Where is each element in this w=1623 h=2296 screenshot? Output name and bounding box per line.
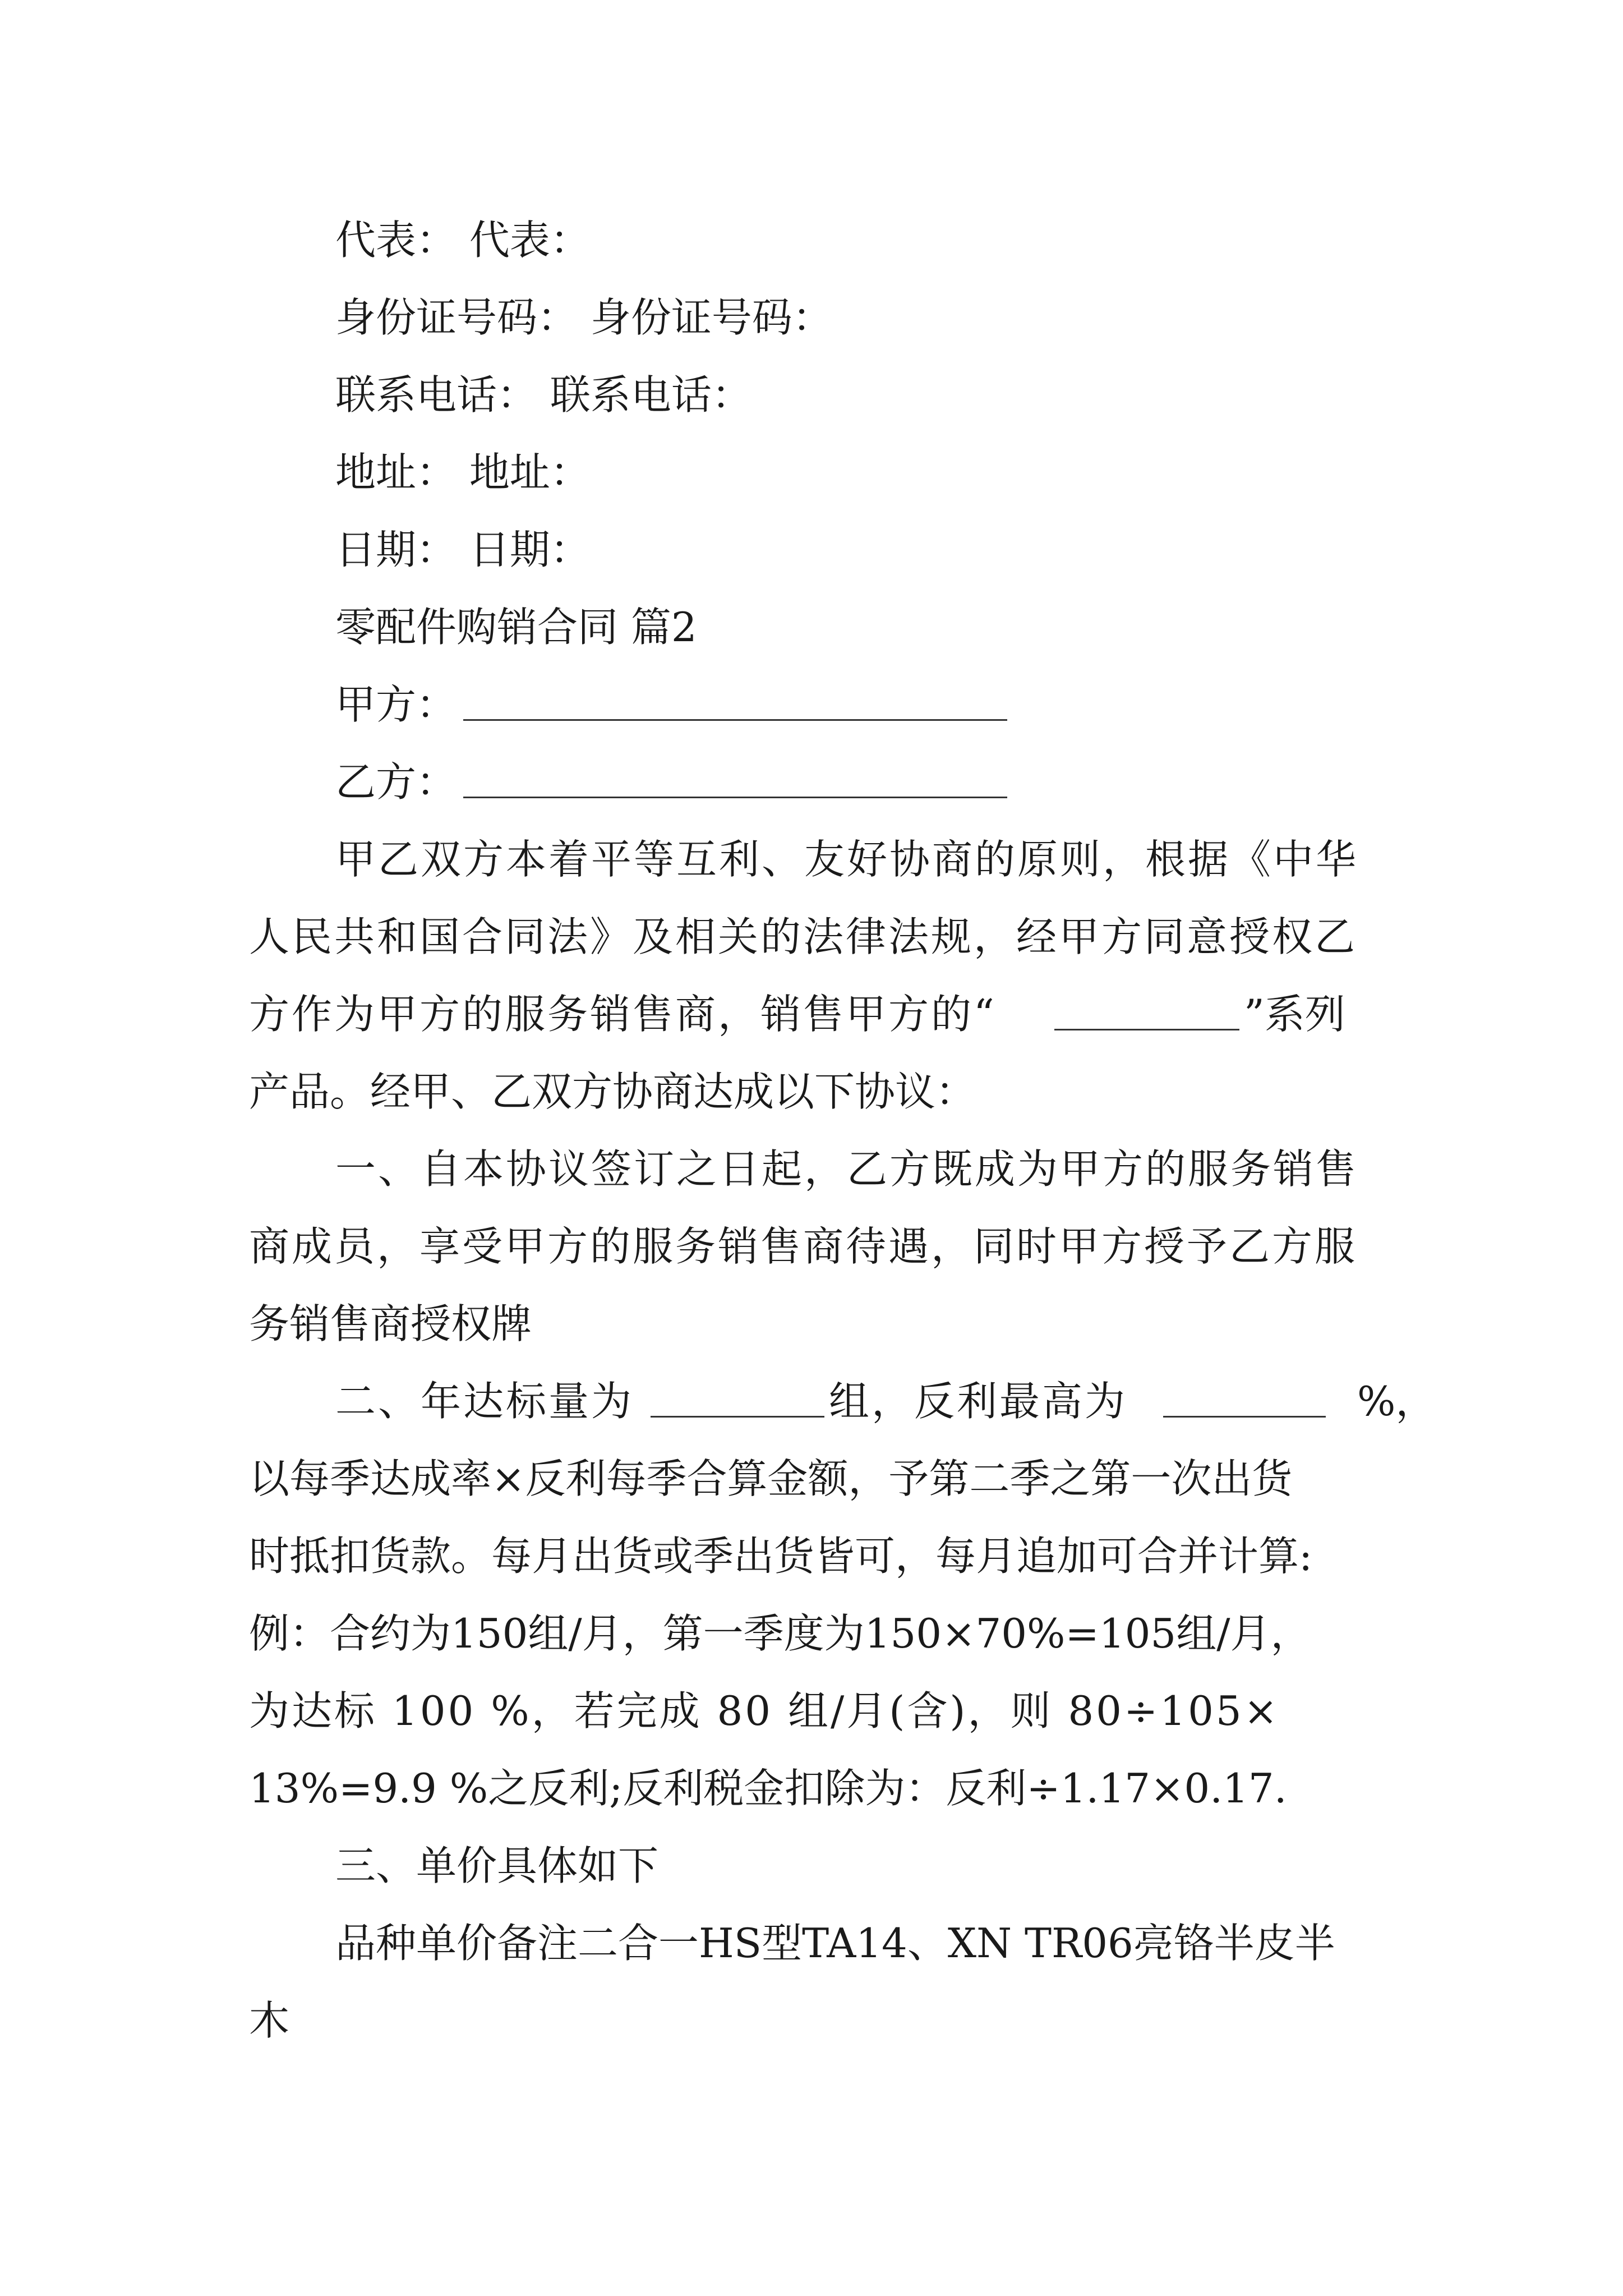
sign-line-phone: 联系电话： 联系电话： <box>335 371 752 418</box>
sign-line-date: 日期： 日期： <box>335 526 591 573</box>
party-b-label: 乙方： <box>335 758 457 806</box>
clause2-line-1a: 二、年达标量为 <box>335 1378 634 1425</box>
clause3-title: 三、单价具体如下 <box>335 1842 659 1889</box>
clause1-line-3: 务销售商授权牌 <box>249 1300 532 1347</box>
sign-line-id-number: 身份证号码： 身份证号码： <box>335 294 833 341</box>
party-a-blank <box>463 719 1007 721</box>
sign-line-address: 地址： 地址： <box>335 449 591 496</box>
product-series-blank <box>1054 1029 1239 1030</box>
product-line-1: 品种单价备注二合一HS型TA14、XN TR06亮铬半皮半 <box>335 1920 1335 1967</box>
preamble-line-4: 产品。经甲、乙双方协商达成以下协议： <box>249 1068 976 1115</box>
product-line-2: 木 <box>249 1997 290 2044</box>
party-b-blank <box>463 797 1007 798</box>
clause2-line-3: 时抵扣货款。每月出货或季出货皆可，每月追加可合并计算: <box>249 1533 1313 1580</box>
clause2-line-5: 为达标 100 %，若完成 80 组/月(含)，则 80÷105× <box>249 1687 1280 1734</box>
clause2-line-4: 例：合约为150组/月，第一季度为150×70%=105组/月， <box>249 1610 1311 1657</box>
party-a-label: 甲方： <box>335 681 457 728</box>
clause2-line-1c: %， <box>1357 1378 1436 1425</box>
clause2-line-2: 以每季达成率×反利每季合算金额，予第二季之第一次出货 <box>249 1455 1293 1502</box>
annual-target-blank <box>651 1416 824 1418</box>
preamble-line-1: 甲乙双方本着平等互利、友好协商的原则，根据《中华 <box>335 836 1359 883</box>
clause2-line-1b: 组，反利最高为 <box>829 1378 1128 1425</box>
preamble-line-2: 人民共和国合同法》及相关的法律法规，经甲方同意授权乙 <box>249 913 1358 960</box>
sign-line-representative: 代表： 代表： <box>335 217 591 264</box>
section-title: 零配件购销合同 篇2 <box>335 604 697 651</box>
preamble-line-3a: 方作为甲方的服务销售商，销售甲方的“ <box>249 991 997 1038</box>
clause1-line-1: 一、自本协议签订之日起，乙方既成为甲方的服务销售 <box>335 1145 1359 1193</box>
preamble-line-3b: ”系列 <box>1244 991 1345 1038</box>
clause1-line-2: 商成员，享受甲方的服务销售商待遇，同时甲方授予乙方服 <box>249 1223 1358 1270</box>
clause2-line-6: 13%=9.9 %之反利;反利税金扣除为：反利÷1.17×0.17. <box>249 1765 1287 1812</box>
max-rebate-blank <box>1163 1416 1326 1418</box>
